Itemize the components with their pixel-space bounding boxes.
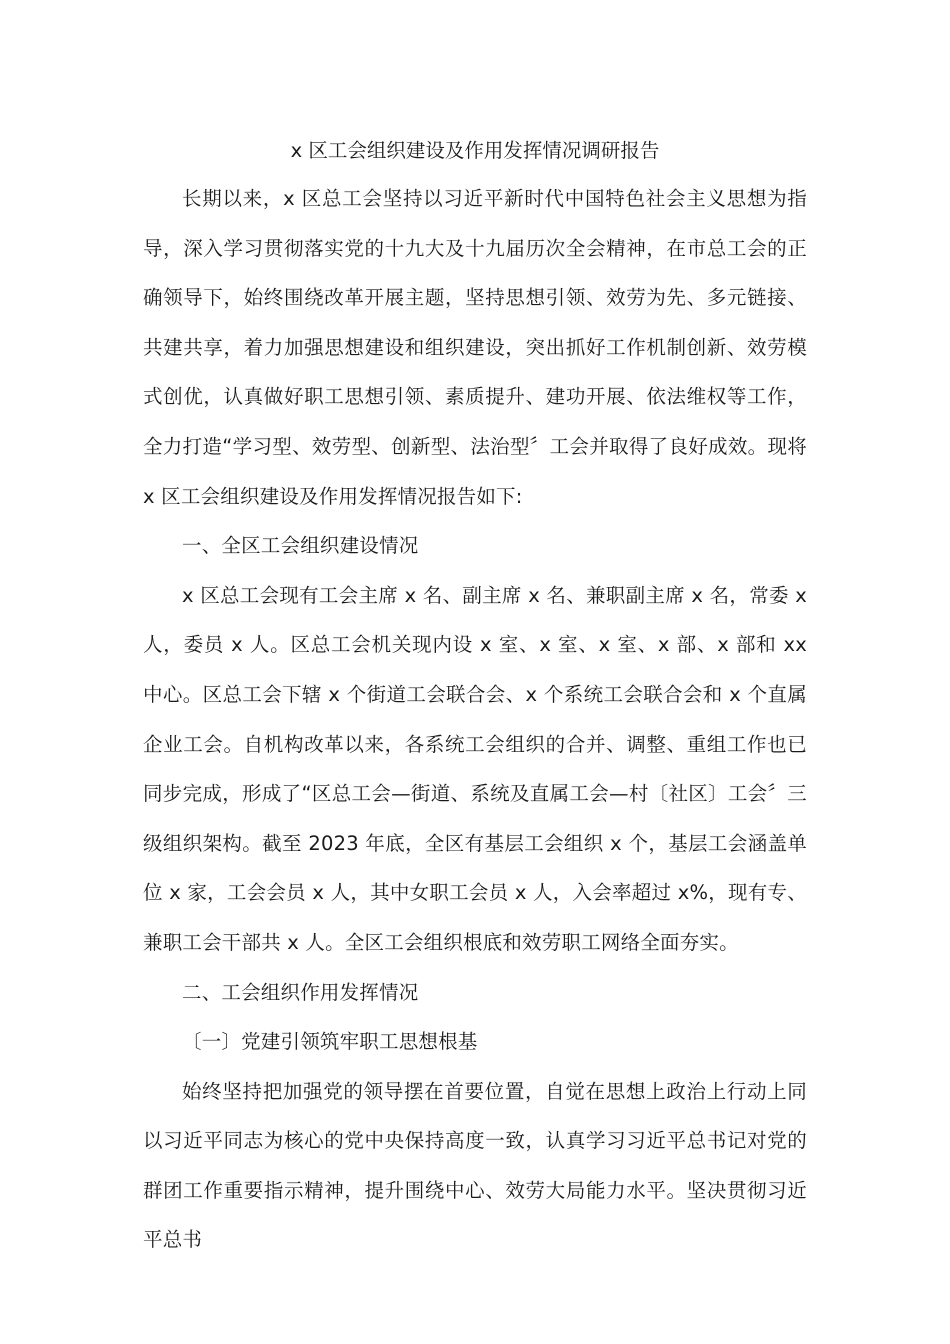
subsection-heading-1: 〔一〕党建引领筑牢职工思想根基 [182, 1030, 478, 1054]
section-heading-2: 二、工会组织作用发挥情况 [182, 980, 419, 1004]
document-body [143, 128, 807, 1265]
document-title: x 区工会组织建设及作用发挥情况调研报告 [290, 139, 660, 162]
party-building-paragraph: 始终坚持把加强党的领导摆在首要位置，自觉在思想上政治上行动上同以习近平同志为核心的党中央保持高度一致，认真学习习近平总书记对党的群团工作重要指示精神，提升围绕中心、效劳大局能力水平。坚决贯彻习近平总书 [143, 1079, 807, 1252]
intro-paragraph: 长期以来，x 区总工会坚持以习近平新时代中国特色社会主义思想为指导，深入学习贯彻落实党的十九大及十九届历次全会精神，在市总工会的正确领导下，始终围绕改革开展主题，坚持思想引领、效劳为先、多元链接、共建共享，着力加强思想建设和组织建设，突出抓好工作机制创新、效劳模式创优，认真做好职工思想引领、素质提升、建功开展、依法维权等工作，全力打造“学习型、效劳型、创新型、法治型〞工会并取得了良好成效。现将 x 区工会组织建设及作用发挥情况报告如下: [143, 187, 807, 508]
section-heading-1: 一、全区工会组织建设情况 [182, 534, 419, 558]
organization-paragraph: x 区总工会现有工会主席 x 名、副主席 x 名、兼职副主席 x 名，常委 x 人，委员 x 人。区总工会机关现内设 x 室、x 室、x 室、x 部、x 部和 xx 中心。区总工会下辖 x 个街道工会联合会、x 个系统工会联合会和 x 个直属企业工会。自机构改革以来，各系统工会组织的合并、调整、重组工作也已同步完成，形成了“区总工会—街道、系统及直属工会—村〔社区〕工会〞三级组织架构。截至 2023 年底，全区有基层工会组织 x 个，基层工会涵盖单位 x 家，工会会员 x 人，其中女职工会员 x 人，入会率超过 x%，现有专、兼职工会干部共 x 人。全区工会组织根底和效劳职工网络全面夯实。 [143, 583, 807, 954]
